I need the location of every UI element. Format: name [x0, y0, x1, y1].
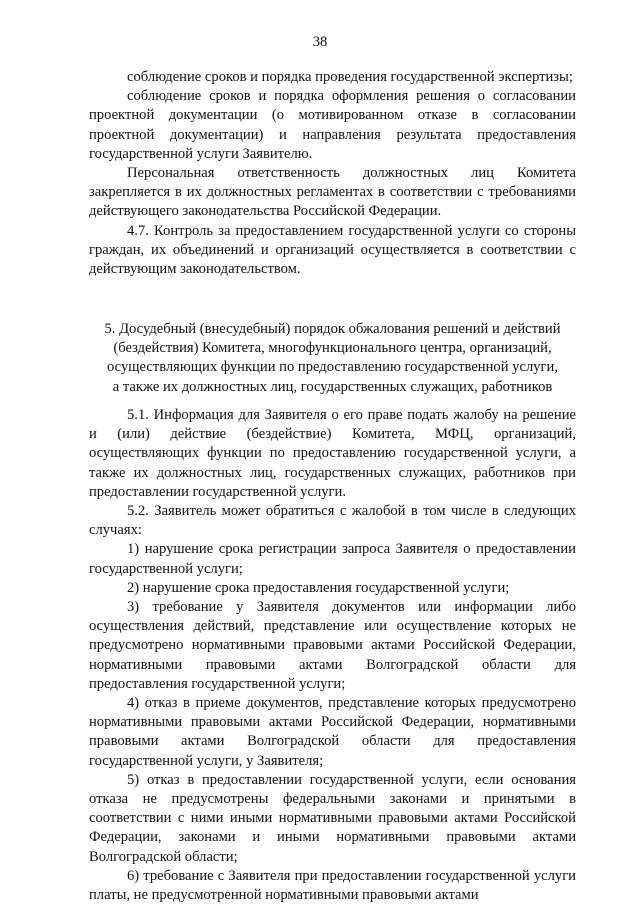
list-item-1: 1) нарушение срока регистрации запроса Заявителя о предоставлении государственной услуги; — [89, 541, 576, 577]
heading-line: 5. Досудебный (внесудебный) порядок обжалования решений и действий — [104, 321, 561, 337]
heading-line: а также их должностных лиц, государственных служащих, работников — [112, 378, 553, 395]
paragraph-expertise-deadlines: соблюдение сроков и порядка проведения государственной экспертизы; — [127, 69, 573, 85]
list-item-5: 5) отказ в предоставлении государственной услуги, если основания отказа не предусмотрены федеральными законами и принятыми в соответствии с ними иными нормативными правовыми актами Российской Федерации, законами и иными нормативными правовыми актами Волгоградской области; — [89, 771, 576, 865]
paragraph-decision-deadlines: соблюдение сроков и порядка оформления решения о согласовании проектной документации (о мотивированном отказе в согласовании проектной документации) и направления результата предоставления государственной услуги Заявителю. — [89, 88, 576, 162]
section-5-heading — [89, 320, 576, 397]
section-5-text-block — [89, 406, 576, 905]
list-item-4: 4) отказ в приеме документов, представление которых предусмотрено нормативными правовыми актами Российской Федерации, нормативными правовыми актами Волгоградской области для предоставления государственной услуги, у Заявителя; — [89, 695, 576, 769]
paragraph-5-2: 5.2. Заявитель может обратиться с жалобой в том числе в следующих случаях: — [89, 503, 576, 539]
heading-line: осуществляющих функции по предоставлению государственной услуги, — [107, 359, 558, 376]
page-number: 38 — [312, 34, 328, 50]
list-item-3: 3) требование у Заявителя документов или информации либо осуществления действий, представление или осуществление которых не предусмотрено нормативными правовыми актами Российской Федерации, нормативными правовыми актами Волгоградской области для предоставления государственной услуги; — [89, 599, 576, 692]
paragraph-personal-responsibility: Персональная ответственность должностных лиц Комитета закрепляется в их должностных регламентах в соответствии с требованиями действующего законодательства Российской Федерации. — [89, 165, 576, 220]
paragraph-4-7-control: 4.7. Контроль за предоставлением государственной услуги со стороны граждан, их объединений и организаций осуществляется в соответствии с действующим законодательством. — [89, 222, 576, 278]
list-item-6: 6) требование с Заявителя при предоставлении государственной услуги платы, не предусмотренной нормативными правовыми актами — [89, 867, 576, 904]
list-item-2: 2) нарушение срока предоставления государственной услуги; — [127, 579, 510, 596]
paragraph-5-1: 5.1. Информация для Заявителя о его праве подать жалобу на решение и (или) действие (бездействие) Комитета, МФЦ, организаций, осуществляющих функции по предоставлению государственной услуги, а также их должностных лиц, государственных служащих, работников при предоставлении государственной услуги. — [89, 407, 576, 500]
heading-line: (бездействия) Комитета, многофункционального центра, организаций, — [113, 340, 552, 357]
top-text-block — [89, 68, 576, 279]
